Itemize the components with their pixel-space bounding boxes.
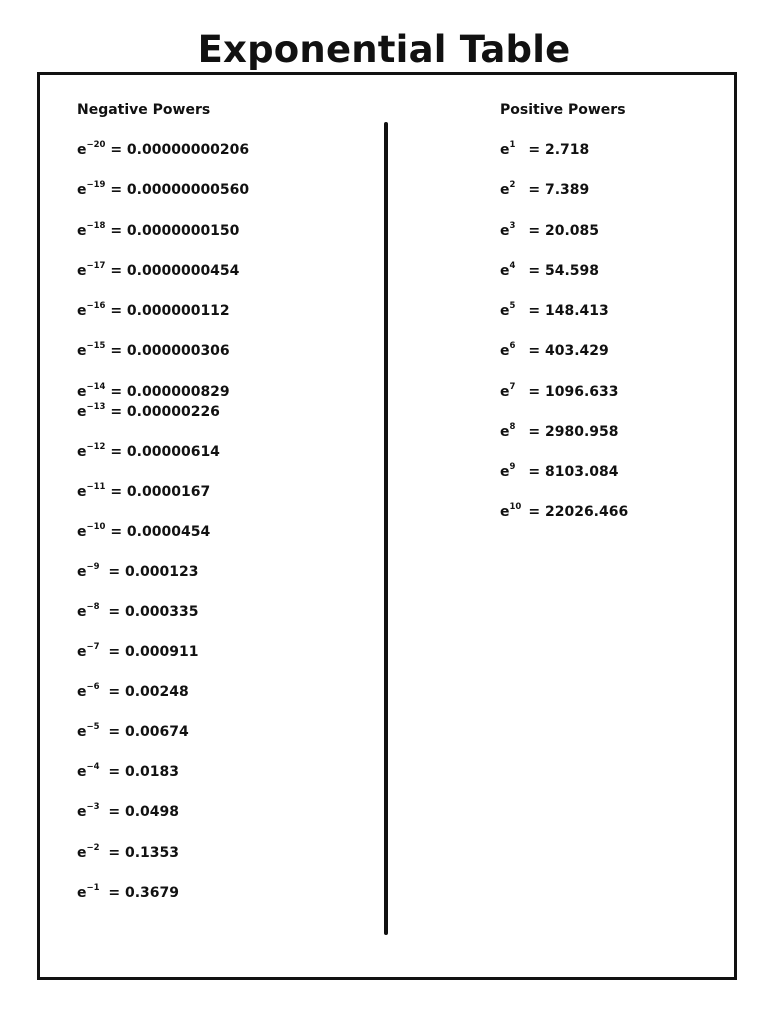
base-symbol: e [500,182,510,198]
value: = 0.00000226 [105,404,220,420]
negative-power-row [77,403,220,421]
exponent: 10 [509,502,522,513]
base-symbol: e [500,343,510,359]
negative-power-row [77,342,230,360]
base-symbol: e [77,644,87,660]
exponent: −8 [86,602,100,613]
base-symbol: e [500,504,510,520]
value: = 7.389 [523,182,590,198]
base-symbol: e [77,444,87,460]
value: = 0.00248 [103,684,189,700]
exponent: 5 [509,301,516,312]
value: = 0.0000000454 [105,263,240,279]
base-symbol: e [77,764,87,780]
positive-power-row [500,222,599,240]
exponent: −12 [86,442,106,453]
negative-power-row [77,302,230,320]
value: = 0.0000167 [105,484,211,500]
value: = 0.00674 [103,724,189,740]
value: = 0.000911 [103,644,199,660]
exponent: 6 [509,341,516,352]
exponent: −7 [86,642,100,653]
negative-power-row [77,181,249,199]
negative-power-row [77,803,179,821]
positive-power-row [500,181,589,199]
base-symbol: e [77,845,87,861]
exponent: −14 [86,382,106,393]
exponent: −1 [86,883,100,894]
page-title: Exponential Table [197,28,571,71]
base-symbol: e [500,142,510,158]
negative-power-row [77,222,239,240]
exponent: −5 [86,722,100,733]
exponent: −11 [86,482,106,493]
exponent: 4 [509,261,516,272]
positive-power-row [500,342,609,360]
base-symbol: e [77,263,87,279]
negative-power-row [77,262,239,280]
base-symbol: e [500,223,510,239]
exponent: −6 [86,682,100,693]
exponent: 2 [509,180,516,191]
value: = 0.00000614 [105,444,220,460]
exponent: −20 [86,140,106,151]
base-symbol: e [77,384,87,400]
base-symbol: e [77,343,87,359]
negative-powers-heading: Negative Powers [77,102,211,118]
exponent: 8 [509,422,516,433]
value: = 1096.633 [523,384,619,400]
exponent: −15 [86,341,106,352]
positive-power-row [500,383,619,401]
exponent: −4 [86,762,100,773]
base-symbol: e [77,303,87,319]
negative-power-row [77,643,199,661]
positive-power-row [500,262,599,280]
base-symbol: e [77,484,87,500]
value: = 0.0183 [103,764,180,780]
exponent: −18 [86,221,106,232]
exponent: 1 [509,140,516,151]
base-symbol: e [77,142,87,158]
negative-power-row [77,763,179,781]
negative-power-row [77,141,249,159]
positive-power-row [500,423,619,441]
value: = 20.085 [523,223,600,239]
base-symbol: e [77,564,87,580]
exponent: −16 [86,301,106,312]
value: = 8103.084 [523,464,619,480]
negative-power-row [77,523,210,541]
base-symbol: e [77,604,87,620]
value: = 22026.466 [523,504,629,520]
value: = 0.000335 [103,604,199,620]
exponent: −3 [86,802,100,813]
exponent: −19 [86,180,106,191]
exponent: 9 [509,462,516,473]
value: = 54.598 [523,263,600,279]
value: = 0.000123 [103,564,199,580]
exponent: −17 [86,261,106,272]
exponent: −9 [86,562,100,573]
negative-power-row [77,483,210,501]
value: = 0.0000454 [105,524,211,540]
negative-power-row [77,563,199,581]
base-symbol: e [77,885,87,901]
negative-power-row [77,683,189,701]
value: = 148.413 [523,303,609,319]
base-symbol: e [77,404,87,420]
value: = 0.0498 [103,804,180,820]
value: = 0.000000306 [105,343,230,359]
value: = 2.718 [523,142,590,158]
negative-power-row [77,884,179,902]
base-symbol: e [77,684,87,700]
base-symbol: e [77,804,87,820]
exponent: −10 [86,522,106,533]
positive-powers-heading: Positive Powers [500,102,626,118]
exponent: −2 [86,843,100,854]
base-symbol: e [500,263,510,279]
positive-power-row [500,302,609,320]
base-symbol: e [77,524,87,540]
base-symbol: e [77,223,87,239]
exponent: 3 [509,221,516,232]
exponent: 7 [509,382,516,393]
base-symbol: e [77,182,87,198]
base-symbol: e [77,724,87,740]
base-symbol: e [500,424,510,440]
value: = 0.3679 [103,885,180,901]
negative-power-row [77,443,220,461]
value: = 0.000000112 [105,303,230,319]
exponent: −13 [86,402,106,413]
value: = 0.00000000560 [105,182,250,198]
positive-power-row [500,463,619,481]
base-symbol: e [500,303,510,319]
positive-power-row [500,503,628,521]
negative-power-row [77,383,230,401]
positive-power-row [500,141,589,159]
value: = 0.0000000150 [105,223,240,239]
value: = 403.429 [523,343,609,359]
negative-power-row [77,723,189,741]
base-symbol: e [500,464,510,480]
base-symbol: e [500,384,510,400]
negative-power-row [77,603,199,621]
value: = 2980.958 [523,424,619,440]
value: = 0.000000829 [105,384,230,400]
negative-power-row [77,844,179,862]
column-divider [384,122,388,935]
value: = 0.1353 [103,845,180,861]
value: = 0.00000000206 [105,142,250,158]
